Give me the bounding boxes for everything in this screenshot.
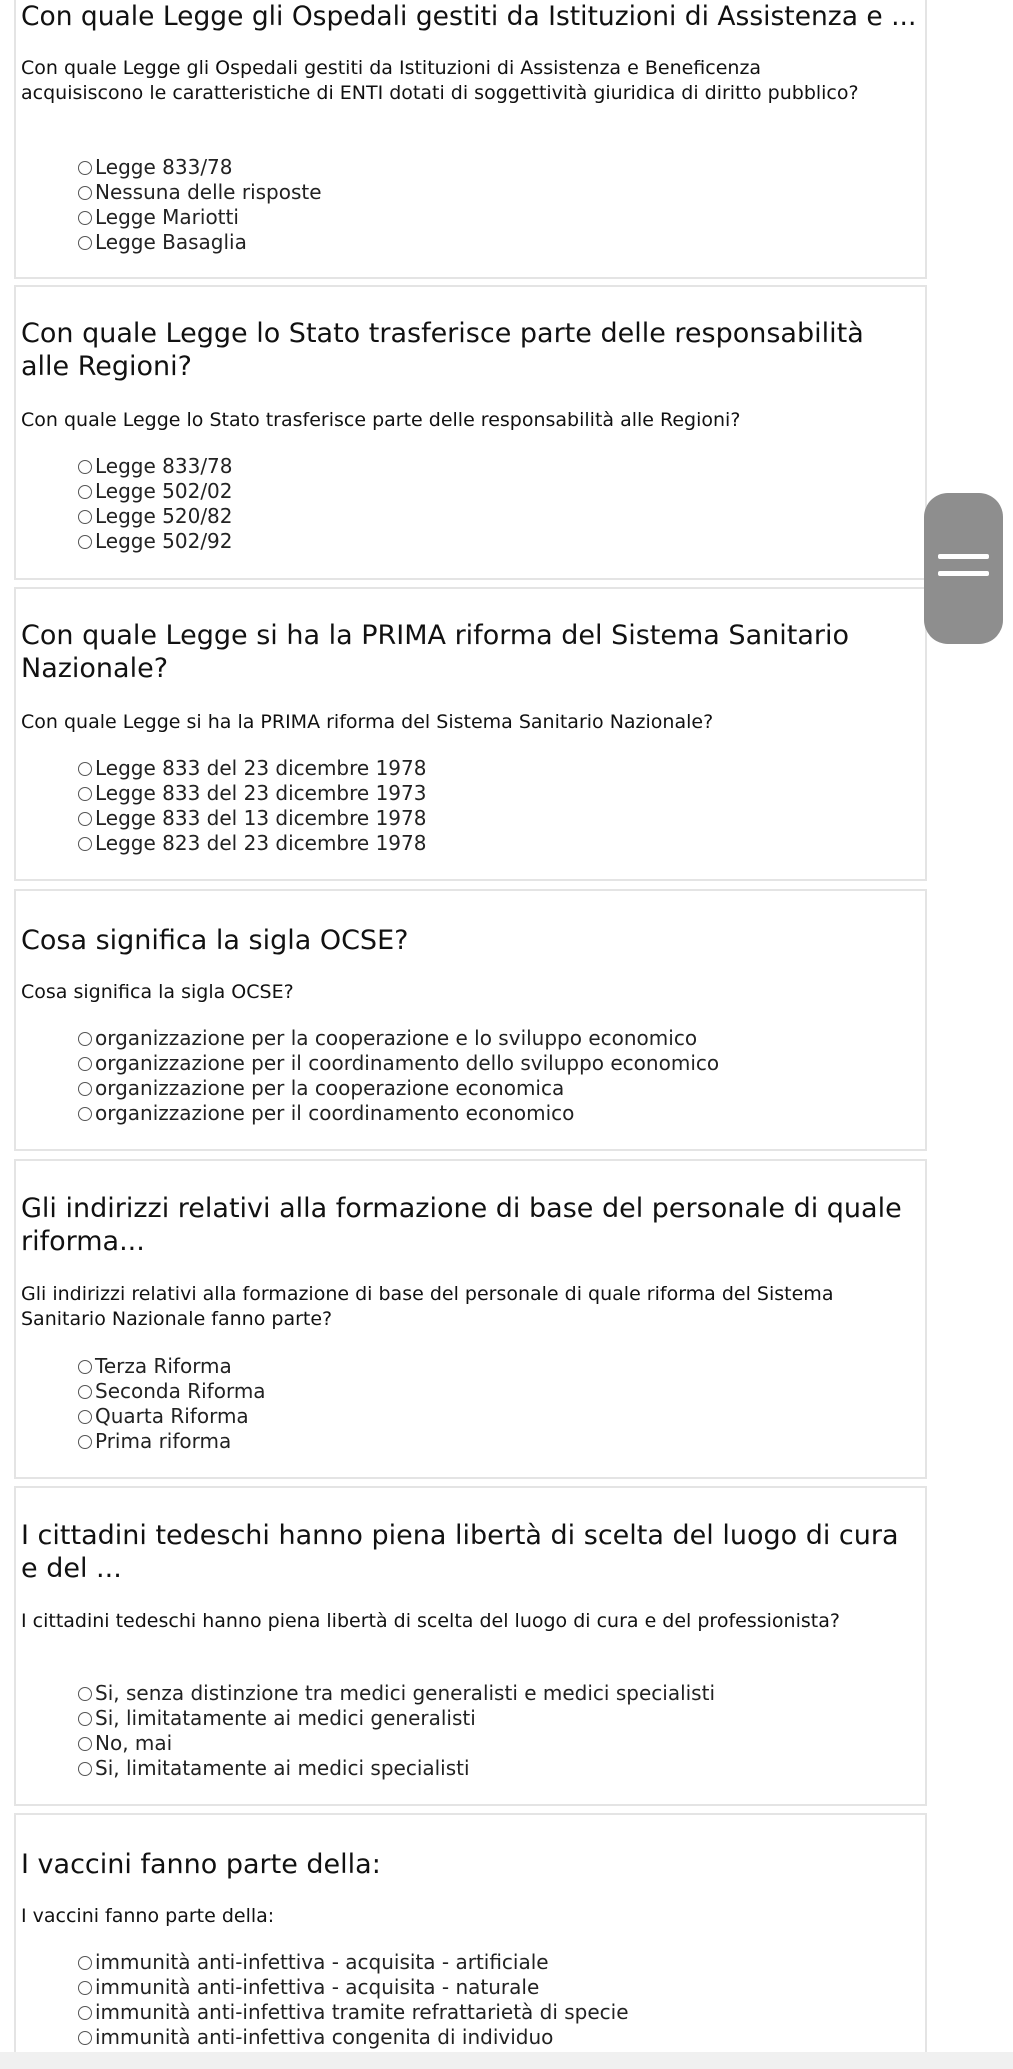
question-card [14, 1813, 927, 2052]
answer-option[interactable] [78, 1731, 715, 1756]
radio-button[interactable] [78, 510, 92, 524]
answer-option[interactable] [78, 1354, 266, 1379]
answer-label: Prima riforma [95, 1429, 232, 1453]
radio-button[interactable] [78, 211, 92, 225]
radio-button[interactable] [78, 1032, 92, 1046]
answer-label: Legge 833 del 23 dicembre 1978 [95, 756, 427, 780]
answer-label: immunità anti-infettiva - acquisita - naturale [95, 1975, 540, 1999]
answer-option[interactable] [78, 1975, 629, 2000]
radio-button[interactable] [78, 485, 92, 499]
answer-option[interactable] [78, 2025, 629, 2050]
question-text: I vaccini fanno parte della: [21, 1905, 275, 1927]
radio-button[interactable] [78, 2006, 92, 2020]
answer-option[interactable] [78, 1429, 266, 1454]
answer-label: Seconda Riforma [95, 1379, 266, 1403]
answer-label: Legge Mariotti [95, 205, 239, 229]
answer-label: Terza Riforma [95, 1354, 232, 1378]
answer-label: Legge 833 del 23 dicembre 1973 [95, 781, 427, 805]
answer-label: Legge 502/02 [95, 479, 233, 503]
page-bottom-edge [0, 2052, 1013, 2069]
radio-button[interactable] [78, 161, 92, 175]
answer-option[interactable] [78, 1681, 715, 1706]
answer-options [78, 1026, 719, 1126]
radio-button[interactable] [78, 1385, 92, 1399]
answer-label: Si, limitatamente ai medici specialisti [95, 1756, 470, 1780]
answer-label: immunità anti-infettiva tramite refrattarietà di specie [95, 2000, 629, 2024]
answer-options [78, 155, 322, 255]
answer-option[interactable] [78, 756, 426, 781]
answer-label: Si, limitatamente ai medici generalisti [95, 1706, 476, 1730]
answer-option[interactable] [78, 504, 233, 529]
answer-option[interactable] [78, 155, 322, 180]
radio-button[interactable] [78, 1687, 92, 1701]
answer-label: Legge 833 del 13 dicembre 1978 [95, 806, 427, 830]
answer-option[interactable] [78, 1051, 719, 1076]
question-text: Con quale Legge gli Ospedali gestiti da Istituzioni di Assistenza e Beneficenza acquisiscono le caratteristiche di ENTI dotati di soggettività giuridica di diritto pubblico? [21, 57, 859, 104]
radio-button[interactable] [78, 535, 92, 549]
answer-label: organizzazione per il coordinamento dello sviluppo economico [95, 1051, 720, 1075]
answer-label: organizzazione per la cooperazione e lo sviluppo economico [95, 1026, 698, 1050]
answer-options [78, 454, 233, 554]
question-title: I vaccini fanno parte della: [21, 1849, 381, 1880]
answer-option[interactable] [78, 454, 233, 479]
radio-button[interactable] [78, 1107, 92, 1121]
answer-label: Si, senza distinzione tra medici generalisti e medici specialisti [95, 1681, 715, 1705]
answer-option[interactable] [78, 1950, 629, 1975]
answer-label: immunità anti-infettiva congenita di individuo [95, 2025, 554, 2049]
answer-label: Nessuna delle risposte [95, 180, 322, 204]
radio-button[interactable] [78, 1981, 92, 1995]
grip-lines-icon [938, 571, 989, 576]
radio-button[interactable] [78, 1057, 92, 1071]
radio-button[interactable] [78, 2031, 92, 2045]
question-card [14, 1486, 927, 1806]
scroll-handle[interactable] [924, 493, 1003, 644]
answer-option[interactable] [78, 1404, 266, 1429]
answer-label: Legge 833/78 [95, 155, 233, 179]
answer-options [78, 1354, 266, 1454]
radio-button[interactable] [78, 186, 92, 200]
question-text: Cosa significa la sigla OCSE? [21, 981, 294, 1003]
radio-button[interactable] [78, 1737, 92, 1751]
radio-button[interactable] [78, 1762, 92, 1776]
answer-option[interactable] [78, 479, 233, 504]
radio-button[interactable] [78, 762, 92, 776]
answer-options [78, 1681, 715, 1781]
answer-label: No, mai [95, 1731, 173, 1755]
answer-label: Legge 823 del 23 dicembre 1978 [95, 831, 427, 855]
answer-option[interactable] [78, 529, 233, 554]
answer-label: immunità anti-infettiva - acquisita - artificiale [95, 1950, 549, 1974]
answer-option[interactable] [78, 806, 426, 831]
radio-button[interactable] [78, 460, 92, 474]
answer-option[interactable] [78, 1101, 719, 1126]
answer-option[interactable] [78, 2000, 629, 2025]
radio-button[interactable] [78, 1712, 92, 1726]
question-text: Gli indirizzi relativi alla formazione di base del personale di quale riforma del Sistema Sanitario Nazionale fanno parte? [21, 1283, 834, 1330]
radio-button[interactable] [78, 1410, 92, 1424]
answer-option[interactable] [78, 1076, 719, 1101]
answer-label: Quarta Riforma [95, 1404, 249, 1428]
answer-option[interactable] [78, 1026, 719, 1051]
answer-option[interactable] [78, 1379, 266, 1404]
answer-option[interactable] [78, 180, 322, 205]
answer-label: Legge 833/78 [95, 454, 233, 478]
answer-label: organizzazione per la cooperazione economica [95, 1076, 565, 1100]
question-text: I cittadini tedeschi hanno piena libertà di scelta del luogo di cura e del professionista? [21, 1610, 840, 1632]
answer-label: Legge 502/92 [95, 529, 233, 553]
question-card [14, 285, 927, 580]
grip-lines-icon [938, 554, 989, 559]
answer-options [78, 1950, 629, 2050]
answer-option[interactable] [78, 781, 426, 806]
radio-button[interactable] [78, 837, 92, 851]
radio-button[interactable] [78, 236, 92, 250]
question-title: Gli indirizzi relativi alla formazione di base del personale di quale riforma... [21, 1193, 902, 1257]
answer-option[interactable] [78, 831, 426, 856]
answer-option[interactable] [78, 230, 322, 255]
question-title: Con quale Legge gli Ospedali gestiti da Istituzioni di Assistenza e ... [21, 1, 917, 32]
answer-label: organizzazione per il coordinamento economico [95, 1101, 575, 1125]
answer-label: Legge Basaglia [95, 230, 247, 254]
answer-option[interactable] [78, 1756, 715, 1781]
question-card [14, 889, 927, 1151]
radio-button[interactable] [78, 1435, 92, 1449]
question-card [14, 1159, 927, 1479]
question-title: I cittadini tedeschi hanno piena libertà di scelta del luogo di cura e del ... [21, 1520, 899, 1584]
question-text: Con quale Legge si ha la PRIMA riforma del Sistema Sanitario Nazionale? [21, 711, 714, 733]
question-title: Con quale Legge si ha la PRIMA riforma del Sistema Sanitario Nazionale? [21, 620, 849, 684]
radio-button[interactable] [78, 1956, 92, 1970]
radio-button[interactable] [78, 812, 92, 826]
question-title: Cosa significa la sigla OCSE? [21, 925, 409, 956]
question-title: Con quale Legge lo Stato trasferisce parte delle responsabilità alle Regioni? [21, 318, 864, 382]
radio-button[interactable] [78, 1082, 92, 1096]
answer-option[interactable] [78, 205, 322, 230]
radio-button[interactable] [78, 787, 92, 801]
question-card [14, 0, 927, 279]
answer-label: Legge 520/82 [95, 504, 233, 528]
question-card [14, 587, 927, 881]
radio-button[interactable] [78, 1360, 92, 1374]
answer-option[interactable] [78, 1706, 715, 1731]
answer-options [78, 756, 426, 856]
question-text: Con quale Legge lo Stato trasferisce parte delle responsabilità alle Regioni? [21, 409, 741, 431]
